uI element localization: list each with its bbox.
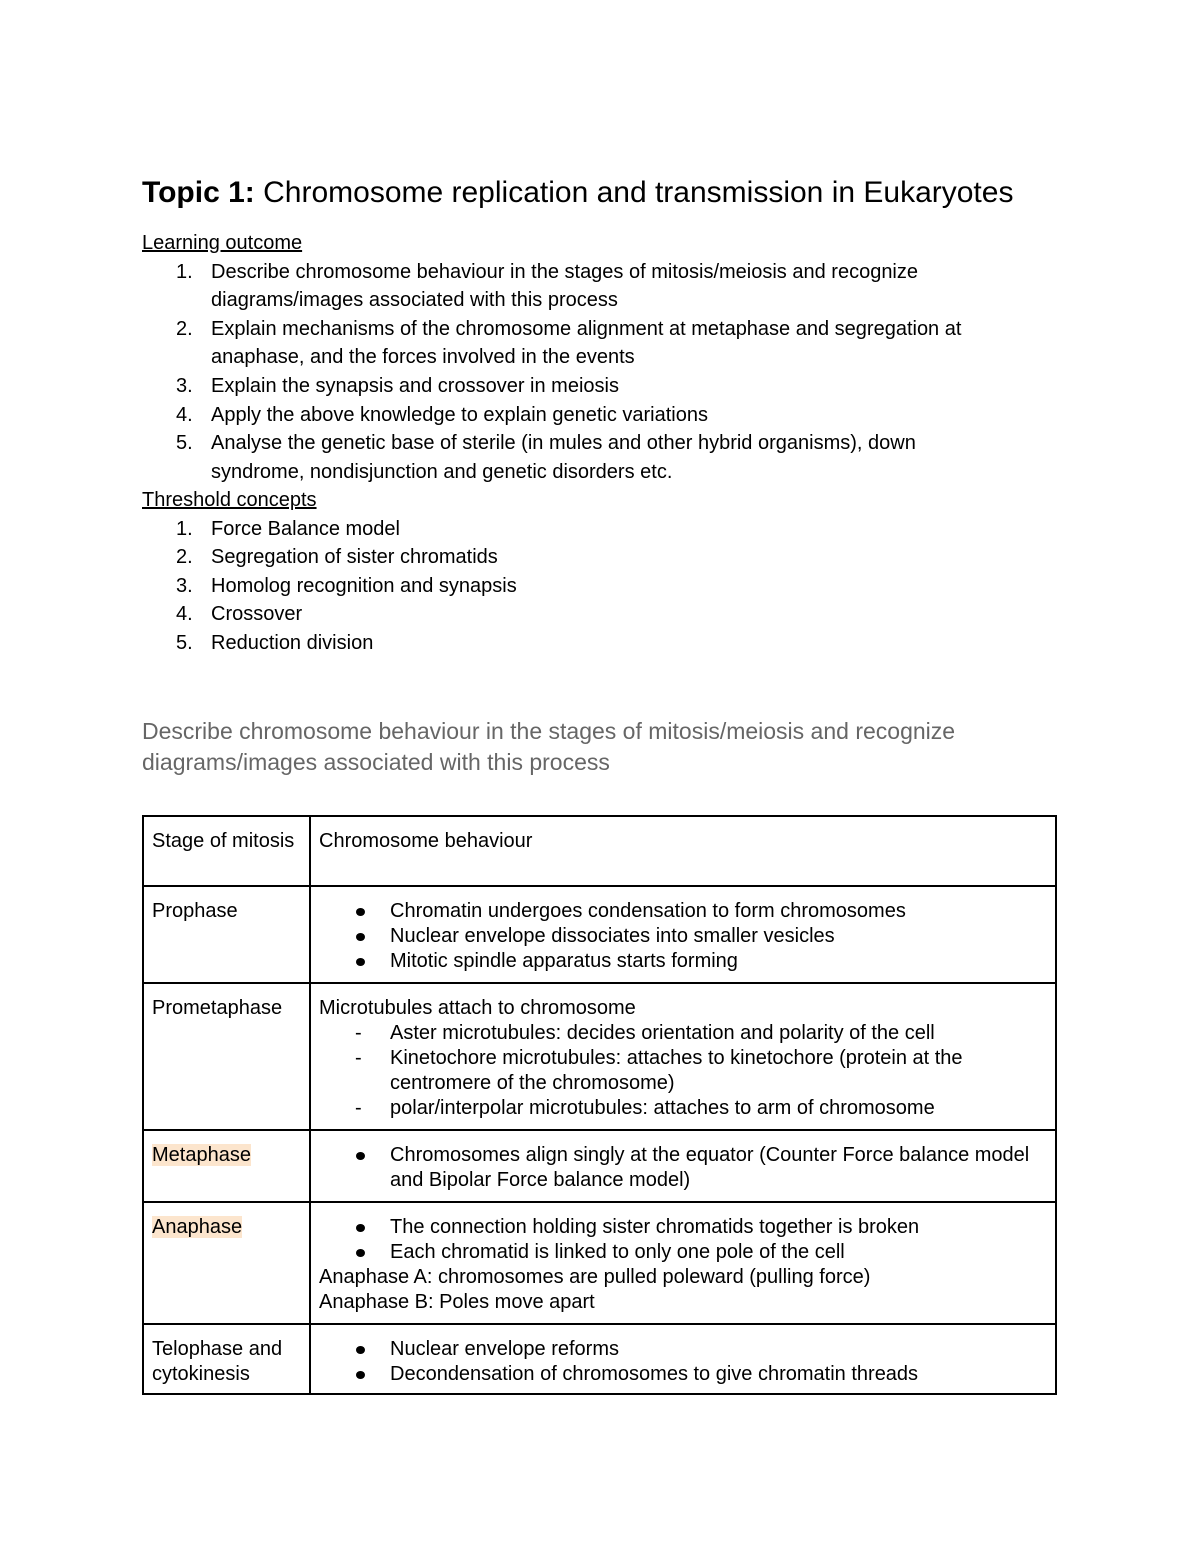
dash-item — [319, 1021, 1047, 1046]
table-row — [143, 1202, 1056, 1324]
bullet-text: Decondensation of chromosomes to give chromatin threads — [390, 1363, 919, 1385]
section-subheading: Describe chromosome behaviour in the stages of mitosis/meiosis and recognize diagrams/images associated with this process — [142, 718, 956, 775]
behaviour-cell — [310, 1202, 1056, 1324]
bullet-text: Chromatin undergoes condensation to form chromosomes — [390, 900, 906, 922]
bullet-icon — [356, 958, 365, 966]
dash-text: polar/interpolar microtubules: attaches to arm of chromosome — [390, 1097, 935, 1119]
bullet-text: Nuclear envelope dissociates into smaller vesicles — [390, 925, 835, 947]
table-row — [143, 1130, 1056, 1202]
behaviour-cell — [310, 983, 1056, 1130]
list-item: 1. Force Balance model — [176, 517, 400, 540]
list-item: 1. Describe chromosome behaviour in the stages of mitosis/meiosis and recognize diagrams/images associated with this process — [176, 260, 919, 312]
bullet-icon — [356, 908, 365, 916]
behaviour-cell — [310, 886, 1056, 983]
dash-icon: - — [355, 1047, 362, 1069]
header-behaviour: Chromosome behaviour — [310, 816, 1056, 886]
cell-line: Anaphase A: chromosomes are pulled poleward (pulling force) — [319, 1266, 871, 1288]
threshold-concepts-heading: Threshold concepts — [142, 489, 317, 511]
bullet-item — [319, 1337, 1047, 1362]
highlighted-stage: Metaphase — [152, 1144, 251, 1166]
bullet-text: Nuclear envelope reforms — [390, 1338, 619, 1360]
bullet-icon — [356, 1346, 365, 1354]
list-item: 2. Explain mechanisms of the chromosome alignment at metaphase and segregation at anaphase, and the forces involved in the events — [176, 317, 962, 369]
stage-cell — [143, 1202, 310, 1324]
list-item-text: Homolog recognition and synapsis — [211, 574, 517, 597]
bullet-item — [319, 924, 1047, 949]
title-text: Chromosome replication and transmission in Eukaryotes — [254, 176, 1014, 209]
list-item: 5. Reduction division — [176, 631, 374, 654]
table-header-row — [143, 816, 1056, 886]
title-prefix: Topic 1: — [142, 176, 255, 209]
bullet-item — [319, 1143, 1047, 1193]
dash-icon: - — [355, 1022, 362, 1044]
list-item: 3. Homolog recognition and synapsis — [176, 574, 517, 597]
cell-intro: Microtubules attach to chromosome — [319, 997, 636, 1019]
bullet-text: The connection holding sister chromatids together is broken — [390, 1216, 920, 1238]
list-item: 2. Segregation of sister chromatids — [176, 546, 498, 569]
list-item: 4. Crossover — [176, 603, 303, 626]
list-item: 5. Analyse the genetic base of sterile (in mules and other hybrid organisms), down syndrome, nondisjunction and genetic disorders etc. — [176, 432, 916, 483]
behaviour-cell — [310, 1324, 1056, 1394]
dash-item — [319, 1046, 1047, 1096]
stage-cell: Prometaphase — [143, 983, 310, 1130]
stage-cell: Telophase and cytokinesis — [143, 1324, 310, 1394]
list-item-text: Explain the synapsis and crossover in meiosis — [211, 374, 619, 397]
dash-text: Aster microtubules: decides orientation and polarity of the cell — [390, 1022, 935, 1044]
list-item-text: Crossover — [211, 603, 303, 626]
list-item-text: Describe chromosome behaviour in the stages of mitosis/meiosis and recognize diagrams/images associated with this process — [211, 260, 919, 312]
bullet-icon — [356, 1152, 365, 1160]
list-item-text: Force Balance model — [211, 517, 400, 540]
list-item-text: Analyse the genetic base of sterile (in mules and other hybrid organisms), down syndrome, nondisjunction and genetic disorders etc. — [211, 432, 916, 483]
bullet-item — [319, 1215, 1047, 1240]
list-item-text: Segregation of sister chromatids — [211, 546, 498, 569]
bullet-icon — [356, 1249, 365, 1257]
page-title — [142, 176, 1013, 210]
dash-icon: - — [355, 1097, 362, 1119]
table-row — [143, 1324, 1056, 1394]
bullet-text: Chromosomes align singly at the equator (Counter Force balance model and Bipolar Force balance model) — [390, 1144, 1030, 1191]
header-stage: Stage of mitosis — [143, 816, 310, 886]
dash-item — [319, 1096, 1047, 1121]
bullet-item — [319, 1362, 1047, 1387]
bullet-text: Each chromatid is linked to only one pole of the cell — [390, 1241, 845, 1263]
bullet-item — [319, 1240, 1047, 1265]
bullet-icon — [356, 1224, 365, 1232]
mitosis-stages-table — [142, 815, 1057, 1395]
list-item-text: Reduction division — [211, 631, 374, 654]
bullet-icon — [356, 1371, 365, 1379]
table-row — [143, 983, 1056, 1130]
table-row — [143, 886, 1056, 983]
learning-outcome-heading: Learning outcome — [142, 232, 303, 254]
cell-line: Anaphase B: Poles move apart — [319, 1291, 595, 1313]
stage-cell: Prophase — [143, 886, 310, 983]
stage-cell — [143, 1130, 310, 1202]
learning-outcome-section — [142, 229, 1042, 486]
behaviour-cell — [310, 1130, 1056, 1202]
list-item: 3. Explain the synapsis and crossover in meiosis — [176, 374, 619, 397]
bullet-item — [319, 949, 1047, 974]
bullet-item — [319, 899, 1047, 924]
bullet-icon — [356, 933, 365, 941]
list-item: 4. Apply the above knowledge to explain genetic variations — [176, 403, 708, 426]
list-item-text: Apply the above knowledge to explain genetic variations — [211, 403, 708, 426]
dash-text: Kinetochore microtubules: attaches to kinetochore (protein at the centromere of the chromosome) — [390, 1047, 963, 1094]
bullet-text: Mitotic spindle apparatus starts forming — [390, 950, 738, 972]
list-item-text: Explain mechanisms of the chromosome alignment at metaphase and segregation at anaphase, and the forces involved in the events — [211, 317, 962, 369]
threshold-concepts-section — [142, 486, 1042, 658]
highlighted-stage: Anaphase — [152, 1216, 243, 1238]
